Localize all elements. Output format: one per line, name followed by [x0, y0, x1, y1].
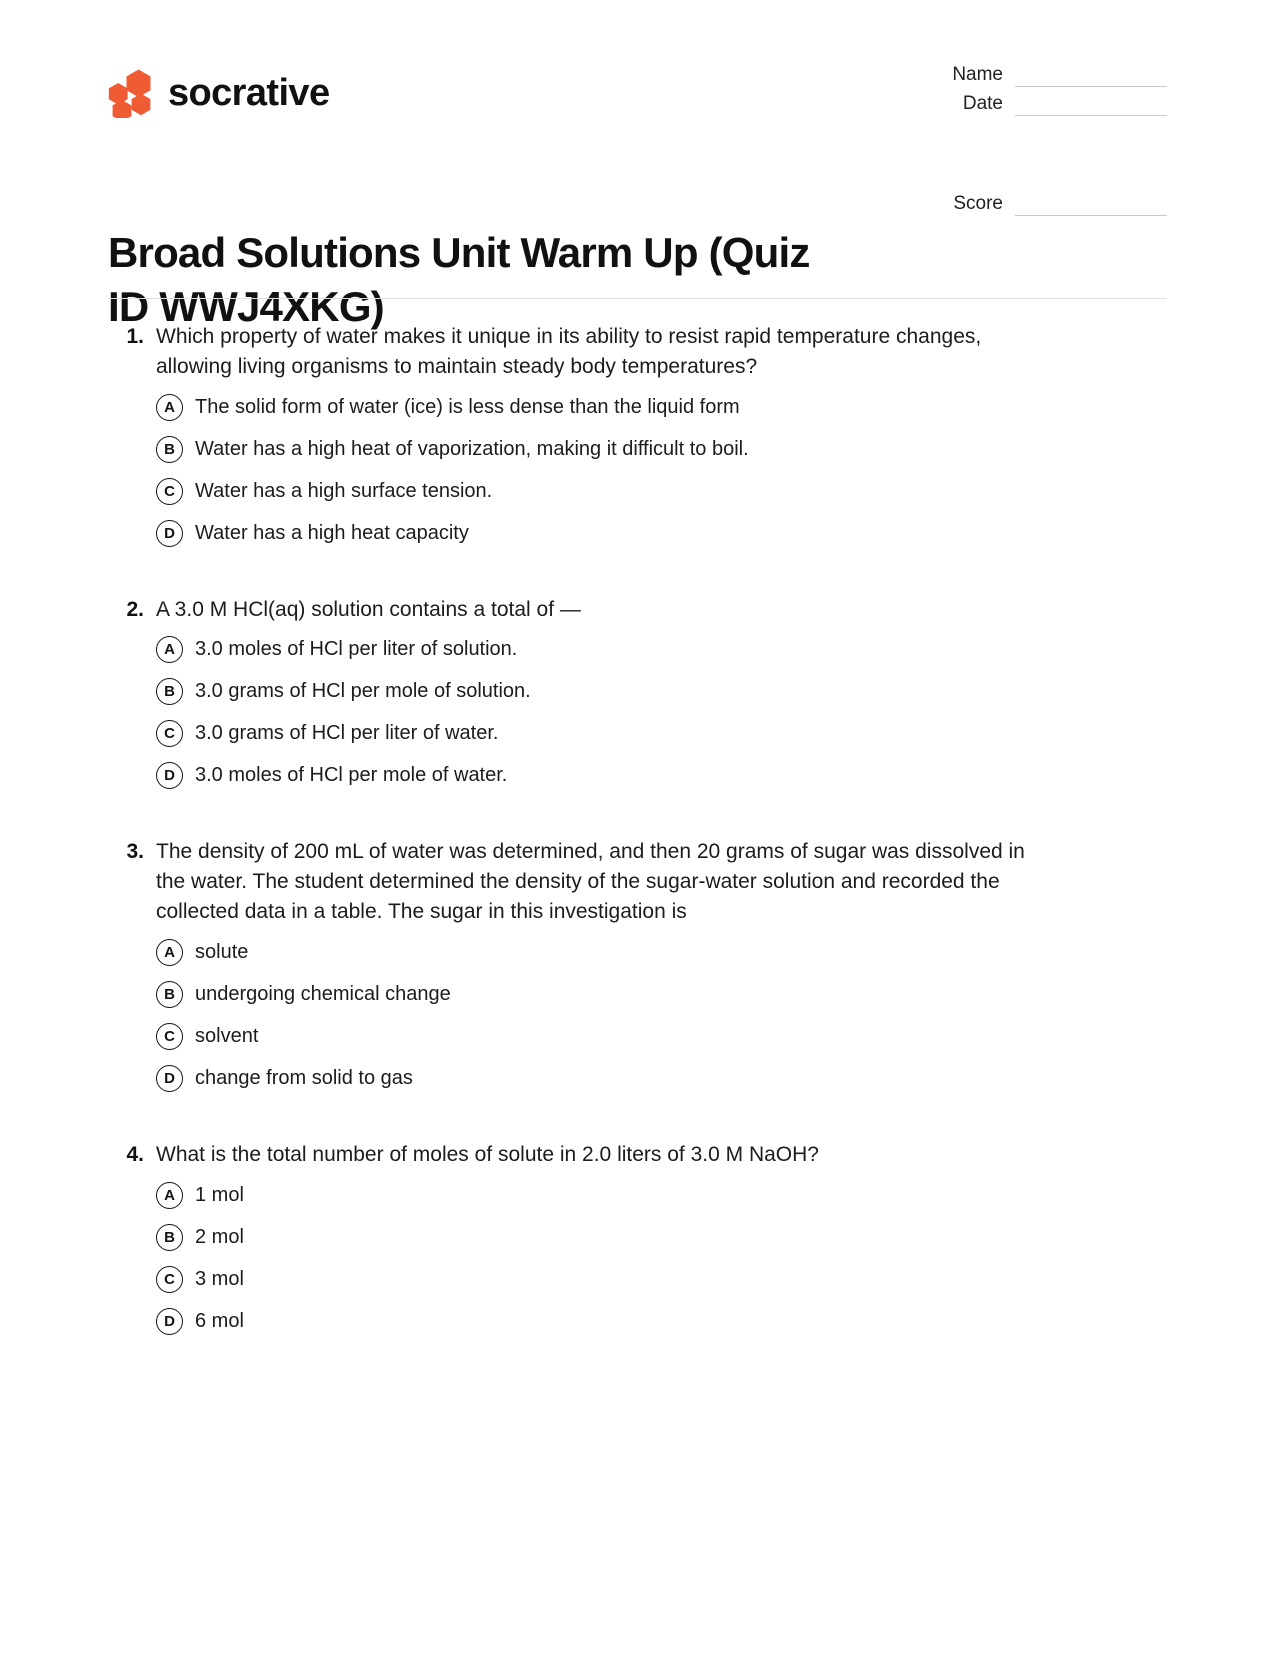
answer-option-label: Water has a high surface tension.: [195, 479, 493, 502]
answer-option-bubble[interactable]: B: [156, 436, 183, 463]
answer-option-label: change from solid to gas: [195, 1066, 413, 1089]
name-field-label: Name: [952, 64, 1003, 85]
page-title: Broad Solutions Unit Warm Up (Quiz ID WWJ4XKG): [108, 229, 810, 330]
answer-option[interactable]: [156, 760, 1167, 791]
question-header: [108, 837, 1167, 926]
score-field-line[interactable]: [1015, 214, 1167, 216]
answer-option[interactable]: [156, 1180, 1167, 1211]
answer-option[interactable]: [156, 392, 1167, 423]
answer-option-bubble[interactable]: B: [156, 1224, 183, 1251]
answer-option[interactable]: [156, 476, 1167, 507]
answer-option-label: The solid form of water (ice) is less dense than the liquid form: [195, 395, 740, 418]
score-field-label: Score: [953, 193, 1003, 214]
page-header: [108, 58, 1167, 330]
answer-option-label: undergoing chemical change: [195, 982, 451, 1005]
answer-option-bubble[interactable]: A: [156, 636, 183, 663]
answer-option[interactable]: [156, 676, 1167, 707]
answer-option[interactable]: [156, 1063, 1167, 1094]
date-field-row: [922, 87, 1167, 116]
date-field-line[interactable]: [1015, 114, 1167, 116]
answer-option[interactable]: [156, 1222, 1167, 1253]
question-text: What is the total number of moles of solute in 2.0 liters of 3.0 M NaOH?: [156, 1142, 819, 1166]
question-item: [108, 1140, 1167, 1337]
answer-option-bubble[interactable]: D: [156, 762, 183, 789]
name-field-line[interactable]: [1015, 85, 1167, 87]
answer-option-label: 3.0 moles of HCl per liter of solution.: [195, 638, 518, 661]
date-field-label: Date: [962, 93, 1003, 114]
answer-option-label: 6 mol: [195, 1309, 244, 1332]
answer-option-bubble[interactable]: C: [156, 1023, 183, 1050]
answer-option-label: Water has a high heat capacity: [195, 521, 469, 544]
answer-option-bubble[interactable]: B: [156, 678, 183, 705]
answer-option[interactable]: [156, 1021, 1167, 1052]
question-header: [108, 322, 1167, 382]
answer-option[interactable]: [156, 1264, 1167, 1295]
answer-option[interactable]: [156, 1306, 1167, 1337]
answer-option-bubble[interactable]: A: [156, 394, 183, 421]
answer-option-bubble[interactable]: B: [156, 981, 183, 1008]
answer-option[interactable]: [156, 518, 1167, 549]
question-item: [108, 837, 1167, 1093]
answer-option-label: solvent: [195, 1024, 259, 1047]
question-number: 2.: [126, 597, 144, 621]
answer-option-label: Water has a high heat of vaporization, making it difficult to boil.: [195, 437, 749, 460]
answer-option-label: 2 mol: [195, 1225, 244, 1248]
header-divider: [108, 298, 1167, 299]
question-text: A 3.0 M HCl(aq) solution contains a total of —: [156, 597, 581, 621]
socrative-brand: [108, 68, 329, 118]
answer-option-bubble[interactable]: A: [156, 939, 183, 966]
brand-name: socrative: [168, 72, 330, 114]
answer-option-label: 3 mol: [195, 1267, 244, 1290]
answer-option-bubble[interactable]: D: [156, 1065, 183, 1092]
score-field-row: [922, 194, 1167, 216]
question-text: The density of 200 mL of water was determined, and then 20 grams of sugar was dissolved in the water. The student determined the density of the sugar-water solution and recorded the collected data in a table. The sugar in this investigation is: [156, 840, 1025, 924]
name-field-row: [922, 58, 1167, 87]
answer-option[interactable]: [156, 634, 1167, 665]
socrative-hexagon-logo-icon: [108, 68, 154, 118]
question-number: 3.: [126, 840, 144, 864]
answer-option-bubble[interactable]: A: [156, 1182, 183, 1209]
answer-option[interactable]: [156, 718, 1167, 749]
answer-option[interactable]: [156, 937, 1167, 968]
answer-option[interactable]: [156, 434, 1167, 465]
question-number: 4.: [126, 1142, 144, 1166]
answer-option-label: 3.0 grams of HCl per liter of water.: [195, 722, 499, 745]
question-number: 1.: [126, 325, 144, 348]
answer-option-bubble[interactable]: C: [156, 1266, 183, 1293]
answer-option-bubble[interactable]: D: [156, 520, 183, 547]
answer-option-label: solute: [195, 940, 249, 963]
student-info-fields: [922, 58, 1167, 116]
answer-option-bubble[interactable]: D: [156, 1308, 183, 1335]
answer-option-label: 3.0 moles of HCl per mole of water.: [195, 764, 508, 787]
question-header: [108, 1140, 1167, 1170]
question-header: [108, 595, 1167, 625]
question-item: [108, 595, 1167, 792]
answer-option-label: 1 mol: [195, 1183, 244, 1206]
answer-option-label: 3.0 grams of HCl per mole of solution.: [195, 680, 531, 703]
question-text: Which property of water makes it unique in its ability to resist rapid temperature changes, allowing living organisms to maintain steady body temperatures?: [156, 325, 982, 378]
question-item: [108, 322, 1167, 549]
question-list: [108, 322, 1167, 1383]
answer-option[interactable]: [156, 979, 1167, 1010]
answer-option-bubble[interactable]: C: [156, 720, 183, 747]
answer-option-bubble[interactable]: C: [156, 478, 183, 505]
